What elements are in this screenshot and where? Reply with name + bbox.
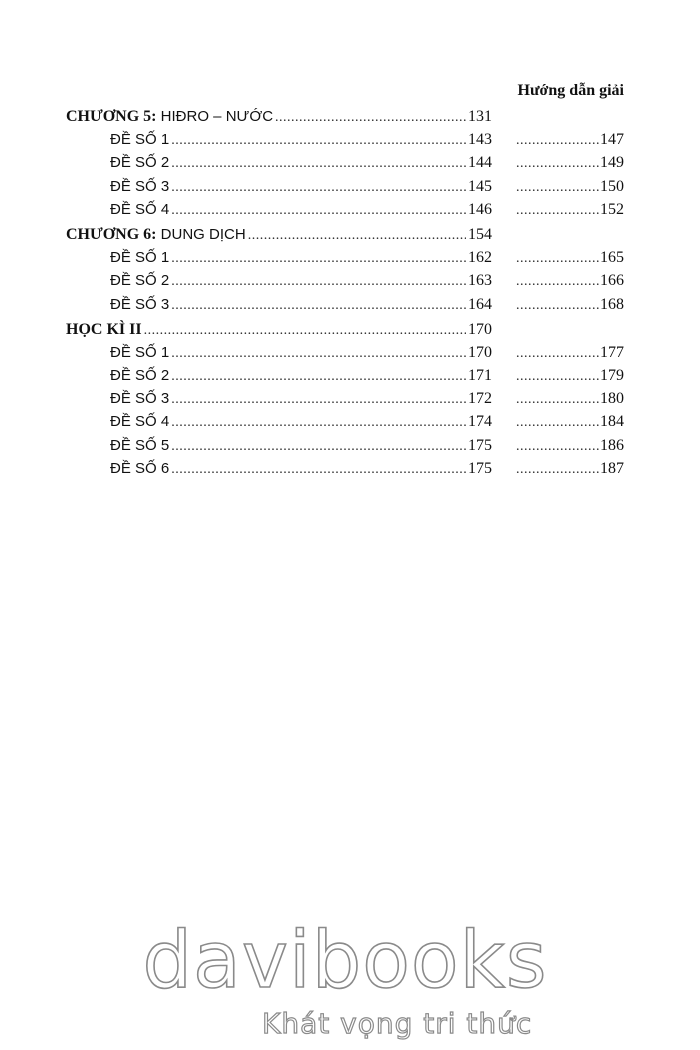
item-page-number: 171 <box>468 367 492 385</box>
dot-leader <box>171 295 466 317</box>
toc-chapter-row <box>0 106 700 129</box>
dot-leader <box>171 343 466 365</box>
item-label: ĐỀ SỐ 1 <box>110 343 170 361</box>
answer-entry[interactable] <box>516 294 624 316</box>
dot-leader <box>516 459 599 481</box>
toc-item-entry[interactable] <box>110 342 492 364</box>
toc-item-entry[interactable] <box>110 388 492 410</box>
answer-entry[interactable] <box>516 435 624 457</box>
dot-leader <box>516 177 599 199</box>
dot-leader <box>171 248 466 270</box>
chapter-page-number: 170 <box>468 320 492 338</box>
dot-leader <box>516 248 599 270</box>
dot-leader <box>171 436 466 458</box>
item-page-number: 163 <box>468 272 492 290</box>
item-label: ĐỀ SỐ 3 <box>110 390 170 408</box>
answer-entry[interactable] <box>516 176 624 198</box>
chapter-keyword: CHƯƠNG 5: <box>66 108 157 125</box>
dot-leader <box>171 200 466 222</box>
toc-chapter-row <box>0 319 700 342</box>
item-label: ĐỀ SỐ 3 <box>110 295 170 313</box>
answer-entry[interactable] <box>516 199 624 221</box>
toc-item-row <box>0 342 700 365</box>
toc-item-row <box>0 435 700 458</box>
answer-entry[interactable] <box>516 152 624 174</box>
toc-item-entry[interactable] <box>110 270 492 292</box>
toc-item-row <box>0 247 700 270</box>
item-label: ĐỀ SỐ 2 <box>110 154 170 172</box>
dot-leader <box>275 107 466 129</box>
chapter-title: HIĐRO – NƯỚC <box>156 108 274 125</box>
toc-item-entry[interactable] <box>110 435 492 457</box>
answer-page-number: 166 <box>600 272 624 290</box>
item-page-number: 143 <box>468 131 492 149</box>
answer-page-number: 165 <box>600 249 624 267</box>
chapter-label <box>66 319 142 341</box>
item-label: ĐỀ SỐ 4 <box>110 200 170 218</box>
toc-item-entry[interactable] <box>110 152 492 174</box>
watermark-brand: davibooks <box>142 916 548 1006</box>
item-label: ĐỀ SỐ 5 <box>110 436 170 454</box>
dot-leader <box>171 271 466 293</box>
item-label: ĐỀ SỐ 3 <box>110 177 170 195</box>
answer-page-number: 149 <box>600 154 624 172</box>
toc-item-row <box>0 152 700 175</box>
toc-item-row <box>0 411 700 434</box>
item-label: ĐỀ SỐ 1 <box>110 131 170 149</box>
toc-chapter-entry[interactable] <box>66 319 492 341</box>
item-page-number: 172 <box>468 390 492 408</box>
toc-item-row <box>0 129 700 152</box>
item-label: ĐỀ SỐ 6 <box>110 459 170 477</box>
answer-entry[interactable] <box>516 365 624 387</box>
toc-item-row <box>0 388 700 411</box>
dot-leader <box>171 459 466 481</box>
dot-leader <box>171 130 466 152</box>
answer-page-number: 152 <box>600 200 624 218</box>
answer-column-header: Hướng dẫn giải <box>517 82 624 99</box>
item-page-number: 146 <box>468 200 492 218</box>
item-label: ĐỀ SỐ 2 <box>110 272 170 290</box>
dot-leader <box>516 389 599 411</box>
toc-item-entry[interactable] <box>110 247 492 269</box>
dot-leader <box>171 177 466 199</box>
item-label: ĐỀ SỐ 4 <box>110 413 170 431</box>
item-page-number: 145 <box>468 177 492 195</box>
answer-entry[interactable] <box>516 388 624 410</box>
chapter-keyword: HỌC KÌ II <box>66 320 142 338</box>
item-page-number: 144 <box>468 154 492 172</box>
answer-page-number: 186 <box>600 436 624 454</box>
dot-leader <box>171 412 466 434</box>
item-label: ĐỀ SỐ 1 <box>110 249 170 267</box>
toc-item-row <box>0 294 700 317</box>
chapter-title: DUNG DỊCH <box>156 225 246 243</box>
answer-page-number: 180 <box>600 390 624 408</box>
toc-chapter-row <box>0 224 700 247</box>
publisher-watermark <box>0 915 700 1040</box>
chapter-page-number: 131 <box>468 108 492 125</box>
dot-leader <box>516 343 599 365</box>
item-page-number: 175 <box>468 436 492 454</box>
answer-page-number: 177 <box>600 343 624 361</box>
item-page-number: 162 <box>468 249 492 267</box>
toc-chapter-entry[interactable] <box>66 106 492 128</box>
dot-leader <box>516 200 599 222</box>
answer-page-number: 147 <box>600 131 624 149</box>
item-label: ĐỀ SỐ 2 <box>110 367 170 385</box>
dot-leader <box>171 366 466 388</box>
answer-entry[interactable] <box>516 342 624 364</box>
dot-leader <box>516 295 599 317</box>
answer-page-number: 179 <box>600 367 624 385</box>
toc-item-row <box>0 270 700 293</box>
chapter-keyword: CHƯƠNG 6: <box>66 225 157 243</box>
dot-leader <box>144 320 466 342</box>
dot-leader <box>516 366 599 388</box>
table-of-contents <box>0 106 700 481</box>
dot-leader <box>516 412 599 434</box>
watermark-slogan: Khát vọng tri thức <box>262 1007 533 1040</box>
item-page-number: 170 <box>468 343 492 361</box>
item-page-number: 175 <box>468 459 492 477</box>
toc-item-entry[interactable] <box>110 411 492 433</box>
answer-entry[interactable] <box>516 270 624 292</box>
answer-entry[interactable] <box>516 247 624 269</box>
answer-page-number: 187 <box>600 459 624 477</box>
dot-leader <box>171 153 466 175</box>
toc-item-row <box>0 458 700 481</box>
answer-entry[interactable] <box>516 129 624 151</box>
chapter-page-number: 154 <box>468 225 492 243</box>
dot-leader <box>516 130 599 152</box>
answer-page-number: 168 <box>600 295 624 313</box>
dot-leader <box>171 389 466 411</box>
toc-item-entry[interactable] <box>110 129 492 151</box>
item-page-number: 164 <box>468 295 492 313</box>
toc-chapter-entry[interactable] <box>66 224 492 246</box>
toc-item-row <box>0 176 700 199</box>
toc-item-row <box>0 365 700 388</box>
dot-leader <box>248 225 466 247</box>
toc-item-entry[interactable] <box>110 458 492 480</box>
dot-leader <box>516 271 599 293</box>
dot-leader <box>516 436 599 458</box>
toc-item-entry[interactable] <box>110 176 492 198</box>
chapter-label <box>66 224 246 246</box>
answer-page-number: 184 <box>600 413 624 431</box>
dot-leader <box>516 153 599 175</box>
answer-page-number: 150 <box>600 177 624 195</box>
chapter-label <box>66 106 273 128</box>
toc-item-entry[interactable] <box>110 365 492 387</box>
answer-entry[interactable] <box>516 458 624 480</box>
toc-item-entry[interactable] <box>110 199 492 221</box>
toc-item-entry[interactable] <box>110 294 492 316</box>
item-page-number: 174 <box>468 413 492 431</box>
answer-entry[interactable] <box>516 411 624 433</box>
toc-item-row <box>0 199 700 222</box>
